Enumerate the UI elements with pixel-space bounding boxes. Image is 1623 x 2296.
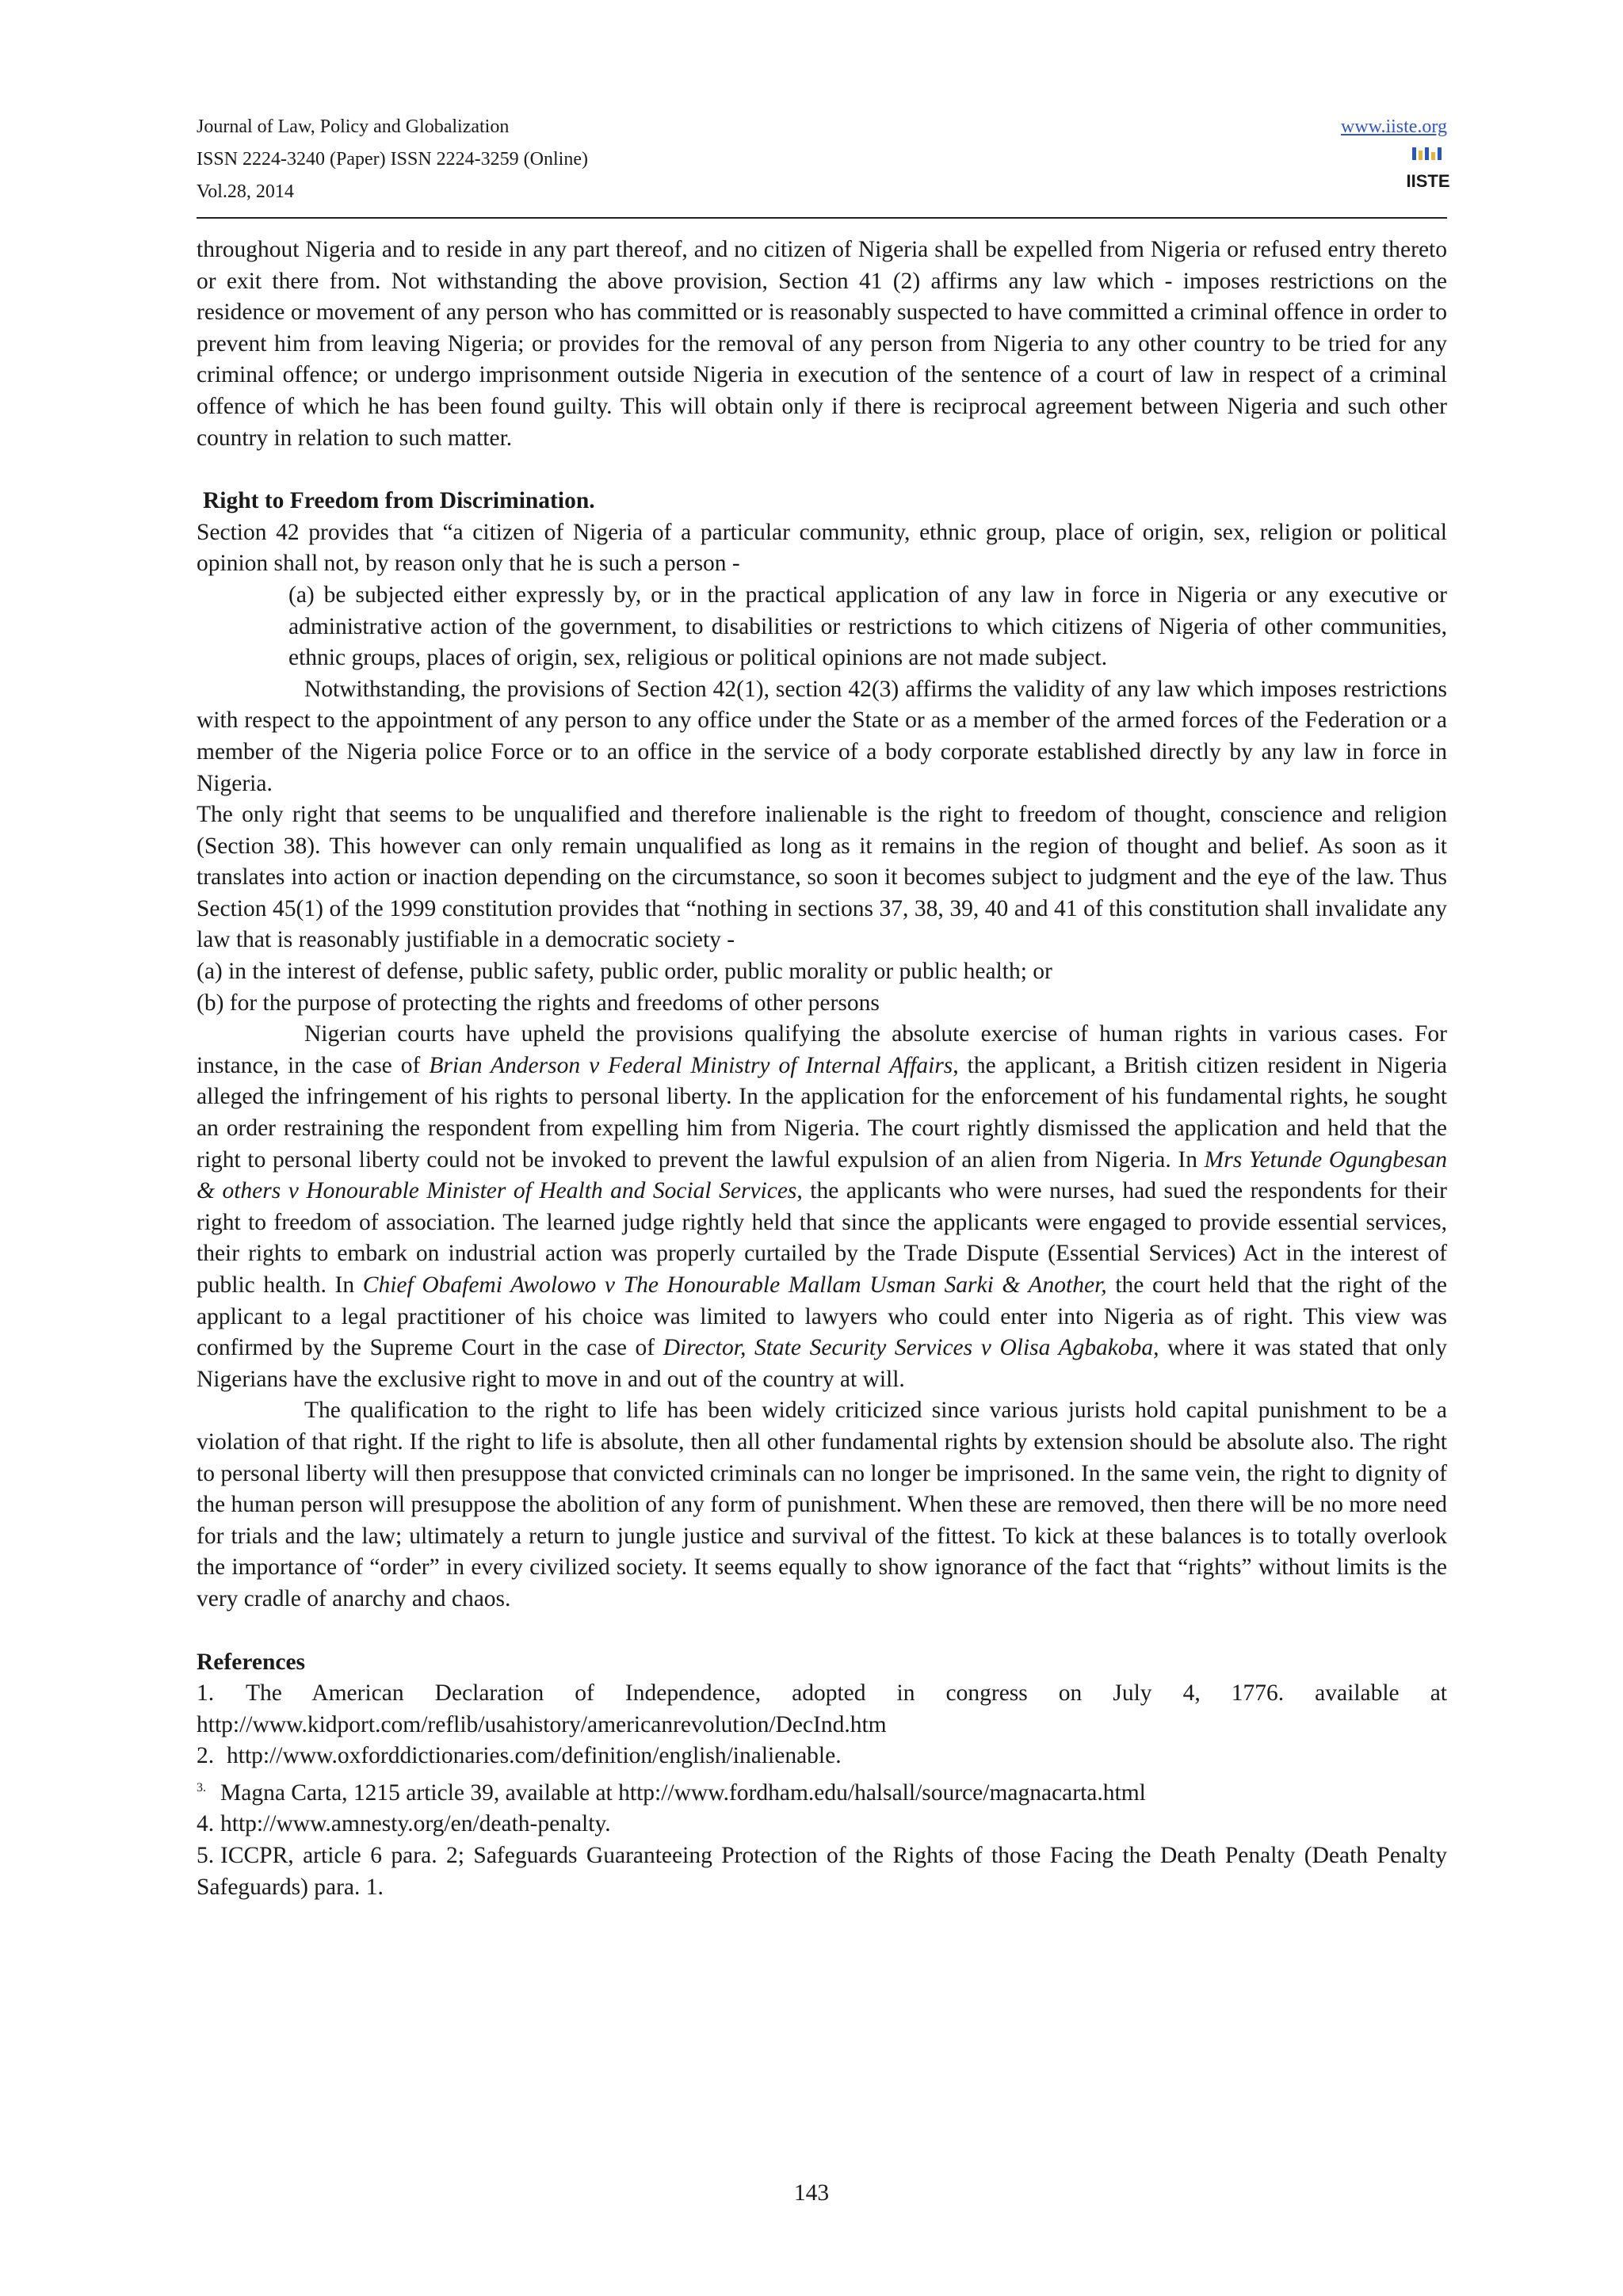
reference-number: 1.	[197, 1680, 215, 1707]
reference-text: http://www.oxforddictionaries.com/definition/english/inalienable.	[227, 1743, 842, 1769]
reference-item	[197, 1678, 1447, 1741]
text-run: Nigerian courts have upheld the provisions qualifying the absolute exercise of human rights in various cases. For instance, in the case of	[197, 1021, 1447, 1078]
reference-item	[197, 1772, 1447, 1809]
spacer	[197, 1615, 1447, 1647]
paragraph-unqualified-right: The only right that seems to be unqualified and therefore inalienable is the right to freedom of thought, conscience and religion (Section 38). This however can only remain unqualified as long as it remains in the region of thought and belief. As soon as it translates into action or inaction depending on the circumstance, so soon it becomes subject to judgment and the eye of the law. Thus Section 45(1) of the 1999 constitution provides that “nothing in sections 37, 38, 39, 40 and 41 of this constitution shall invalidate any law that is reasonably justifiable in a democratic society -	[197, 802, 1447, 953]
article-body	[197, 235, 1447, 1903]
reference-item	[197, 1809, 1447, 1840]
paragraph-movement: throughout Nigeria and to reside in any part thereof, and no citizen of Nigeria shall be expelled from Nigeria or refused entry thereto or exit there from. Not withstanding the above provision, Section 41 (2) affirms any law which - imposes restrictions on the residence or movement of any person who has committed or is reasonably suspected to have committed a criminal offence in order to prevent him from leaving Nigeria; or provides for the removal of any person from Nigeria to any other country to be tried for any criminal offence; or undergo imprisonment outside Nigeria in execution of the sentence of a court of law in respect of a criminal offence of which he has been found guilty. This will obtain only if there is reciprocal agreement between Nigeria and such other country in relation to such matter.	[197, 237, 1447, 451]
reference-text: The American Declaration of Independence, adopted in congress on July 4, 1776. available at http://www.kidport.com/reflib/usahistory/americanrevolution/DecInd.htm	[197, 1680, 1447, 1737]
reference-number: 2.	[197, 1743, 215, 1769]
spacer	[197, 454, 1447, 486]
case-name: Chief Obafemi Awolowo v The Honourable Mallam Usman Sarki & Another,	[362, 1272, 1107, 1298]
journal-website-link[interactable]: www.iiste.org	[1341, 116, 1447, 137]
section-42-item-a	[197, 580, 1447, 674]
reference-text: ICCPR, article 6 para. 2; Safeguards Guaranteeing Protection of the Rights of those Facing the Death Penalty (Death Penalty Safeguards) para. 1.	[197, 1842, 1447, 1900]
reference-item	[197, 1741, 1447, 1772]
references-heading: References	[197, 1649, 306, 1675]
header-divider	[197, 217, 1447, 219]
paragraph-court-cases	[197, 1019, 1447, 1395]
iiste-logo-icon	[1406, 146, 1450, 200]
journal-title: Journal of Law, Policy and Globalization	[197, 116, 510, 137]
reference-number: 4.	[197, 1811, 215, 1837]
section-heading-discrimination: Right to Freedom from Discrimination.	[203, 488, 595, 514]
case-name: Mrs Yetunde Ogungbesan & others v Honourable Minister of Health and Social Services	[197, 1146, 1447, 1204]
item-a-text: (a) be subjected either expressly by, or in the practical application of any law in force in Nigeria or any executive or administrative action of the government, to disabilities or restrictions to which citizens of Nigeria of other communities, ethnic groups, places of origin, sex, religious or political opinions are not made subject.	[288, 582, 1447, 671]
reference-text: http://www.amnesty.org/en/death-penalty.	[220, 1811, 611, 1837]
reference-item	[197, 1840, 1447, 1903]
paragraph-section-42-3: Notwithstanding, the provisions of Section 42(1), section 42(3) affirms the validity of any law which imposes restrictions with respect to the appointment of any person to any office under the State or as a member of the armed forces of the Federation or a member of the Nigeria police Force or to an office in the service of a body corporate established directly by any law in force in Nigeria.	[197, 676, 1447, 796]
text-run: , the applicants who were nurses, had sued the respondents for their right to freedom of association. The learned judge rightly held that since the applicants were engaged to provide essential services, their rights to embark on industrial action was properly curtailed by the Trade Dispute (Essential Services) Act in the interest of public health. In	[197, 1178, 1447, 1298]
reference-number: 5.	[197, 1842, 215, 1868]
logo-text: IISTE	[1406, 171, 1450, 191]
text-run: the court held that the right of the applicant to a legal practitioner of his choice was limited to lawyers who could enter into Nigeria as of right. This view was confirmed by the Supreme Court in the case of	[197, 1272, 1448, 1361]
text-run: , the applicant, a British citizen resident in Nigeria alleged the infringement of his rights to personal liberty. In the application for the enforcement of his fundamental rights, he sought an order restraining the respondent from expelling him from Nigeria. The court rightly dismissed the application and held that the right to personal liberty could not be invoked to prevent the lawful expulsion of an alien from Nigeria. In	[197, 1052, 1447, 1173]
journal-issn: ISSN 2224-3240 (Paper) ISSN 2224-3259 (Online)	[197, 149, 588, 170]
journal-volume: Vol.28, 2014	[197, 181, 294, 202]
paragraph-right-to-life: The qualification to the right to life has been widely criticized since various jurists hold capital punishment to be a violation of that right. If the right to life is absolute, then all other fundamental rights by extension should be absolute also. The right to personal liberty will then presuppose that convicted criminals can no longer be imprisoned. In the same vein, the right to dignity of the human person will presuppose the abolition of any form of punishment. When these are removed, then there will be no more need for trials and the law; ultimately a return to jungle justice and survival of the fittest. To kick at these balances is to totally overlook the importance of “order” in every civilized society. It seems equally to show ignorance of the fact that “rights” without limits is the very cradle of anarchy and chaos.	[197, 1398, 1447, 1611]
case-name: Brian Anderson v Federal Ministry of Internal Affairs	[429, 1052, 953, 1078]
case-name: Director, State Security Services v Olisa Agbakoba,	[663, 1335, 1159, 1361]
list-item-a: (a) in the interest of defense, public safety, public order, public morality or public health; or	[197, 959, 1052, 985]
journal-header	[197, 111, 1450, 208]
page-number: 143	[793, 2180, 830, 2206]
references-list	[197, 1678, 1447, 1903]
reference-number: 3.	[197, 1780, 206, 1794]
text-run: where it was stated that only Nigerians have the exclusive right to move in and out of the country at will.	[197, 1335, 1447, 1392]
paragraph-section-42: Section 42 provides that “a citizen of Nigeria of a particular community, ethnic group, place of origin, sex, religion or political opinion shall not, by reason only that he is such a person -	[197, 519, 1447, 577]
list-item-b: (b) for the purpose of protecting the rights and freedoms of other persons	[197, 990, 880, 1016]
reference-text: Magna Carta, 1215 article 39, available at http://www.fordham.edu/halsall/source/magnacarta.html	[220, 1779, 1146, 1806]
